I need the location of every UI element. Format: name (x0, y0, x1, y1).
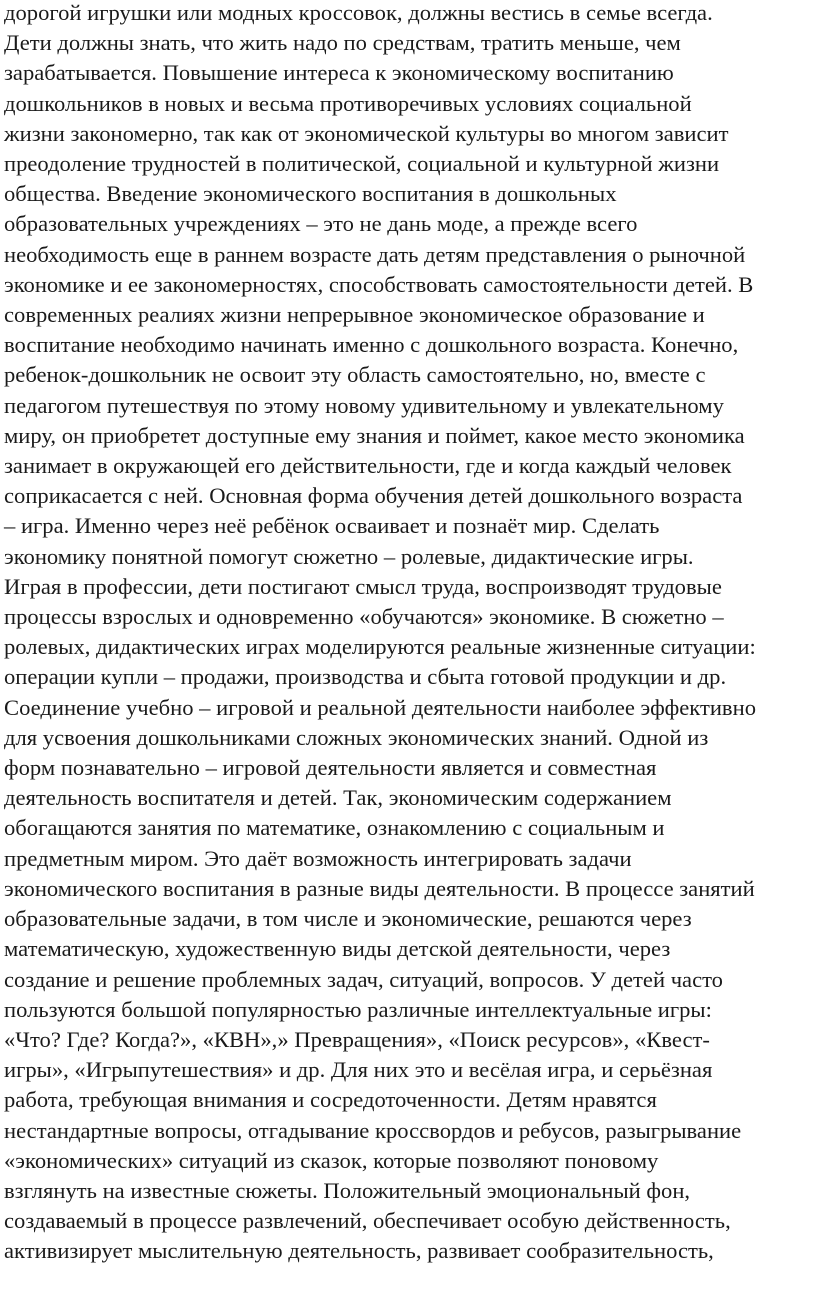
text-line: взглянуть на известные сюжеты. Положительный эмоциональный фон, (4, 1177, 691, 1203)
text-line: Играя в профессии, дети постигают смысл труда, воспроизводят трудовые (4, 573, 722, 599)
text-line: соприкасается с ней. Основная форма обучения детей дошкольного возраста (4, 483, 743, 509)
text-line: миру, он приобретет доступные ему знания и поймет, какое место экономика (4, 422, 745, 448)
text-line: операции купли – продажи, производства и сбыта готовой продукции и др. (4, 664, 727, 690)
text-line: экономического воспитания в разные виды деятельности. В процессе занятий (4, 875, 755, 901)
text-line: для усвоения дошкольниками сложных экономических знаний. Одной из (4, 724, 709, 750)
text-line: воспитание необходимо начинать именно с дошкольного возраста. Конечно, (4, 332, 739, 358)
text-line: преодоление трудностей в политической, социальной и культурной жизни (4, 151, 720, 177)
text-line: деятельность воспитателя и детей. Так, экономическим содержанием (4, 785, 672, 811)
text-line: ролевых, дидактических играх моделируются реальные жизненные ситуации: (4, 634, 756, 660)
text-line: создаваемый в процессе развлечений, обеспечивает особую действенность, (4, 1208, 731, 1234)
text-line: – игра. Именно через неё ребёнок осваивает и познаёт мир. Сделать (4, 513, 660, 539)
text-line: «Что? Где? Когда?», «КВН»,» Превращения», «Поиск ресурсов», «Квест- (4, 1026, 710, 1052)
text-line: игры», «Игрыпутешествия» и др. Для них это и весёлая игра, и серьёзная (4, 1057, 713, 1083)
text-line: современных реалиях жизни непрерывное экономическое образование и (4, 302, 705, 328)
text-line: «экономических» ситуаций из сказок, которые позволяют поновому (4, 1147, 659, 1173)
text-line: экономику понятной помогут сюжетно – ролевые, дидактические игры. (4, 543, 694, 569)
text-line: создание и решение проблемных задач, ситуаций, вопросов. У детей часто (4, 966, 723, 992)
text-line: ребенок-дошкольник не освоит эту область самостоятельно, но, вместе с (4, 362, 706, 388)
text-line: образовательных учреждениях – это не дань моде, а прежде всего (4, 211, 638, 237)
text-line: пользуются большой популярностью различные интеллектуальные игры: (4, 996, 712, 1022)
text-line: экономике и ее закономерностях, способствовать самостоятельности детей. В (4, 271, 754, 297)
text-line: обогащаются занятия по математике, ознакомлению с социальным и (4, 815, 665, 841)
text-line: общества. Введение экономического воспитания в дошкольных (4, 181, 617, 207)
text-line: Соединение учебно – игровой и реальной деятельности наиболее эффективно (4, 694, 756, 720)
body-text (4, 0, 814, 1267)
text-line: жизни закономерно, так как от экономической культуры во многом зависит (4, 120, 729, 146)
text-line: дошкольников в новых и весьма противоречивых условиях социальной (4, 90, 692, 116)
text-line: дорогой игрушки или модных кроссовок, должны вестись в семье всегда. (4, 0, 713, 25)
text-line: процессы взрослых и одновременно «обучаются» экономике. В сюжетно – (4, 604, 724, 630)
text-line: образовательные задачи, в том числе и экономические, решаются через (4, 906, 692, 932)
text-line: нестандартные вопросы, отгадывание кроссвордов и ребусов, разыгрывание (4, 1117, 742, 1143)
text-line: необходимость еще в раннем возрасте дать детям представления о рыночной (4, 241, 746, 267)
text-line: занимает в окружающей его действительности, где и когда каждый человек (4, 453, 732, 479)
text-line: активизирует мыслительную деятельность, развивает сообразительность, (4, 1238, 714, 1264)
text-line: зарабатывается. Повышение интереса к экономическому воспитанию (4, 60, 674, 86)
text-line: математическую, художественную виды детской деятельности, через (4, 936, 671, 962)
text-line: предметным миром. Это даёт возможность интегрировать задачи (4, 845, 632, 871)
text-line: форм познавательно – игровой деятельности является и совместная (4, 755, 657, 781)
text-line: Дети должны знать, что жить надо по средствам, тратить меньше, чем (4, 30, 681, 56)
text-line: работа, требующая внимания и сосредоточенности. Детям нравятся (4, 1087, 657, 1113)
text-line: педагогом путешествуя по этому новому удивительному и увлекательному (4, 392, 724, 418)
